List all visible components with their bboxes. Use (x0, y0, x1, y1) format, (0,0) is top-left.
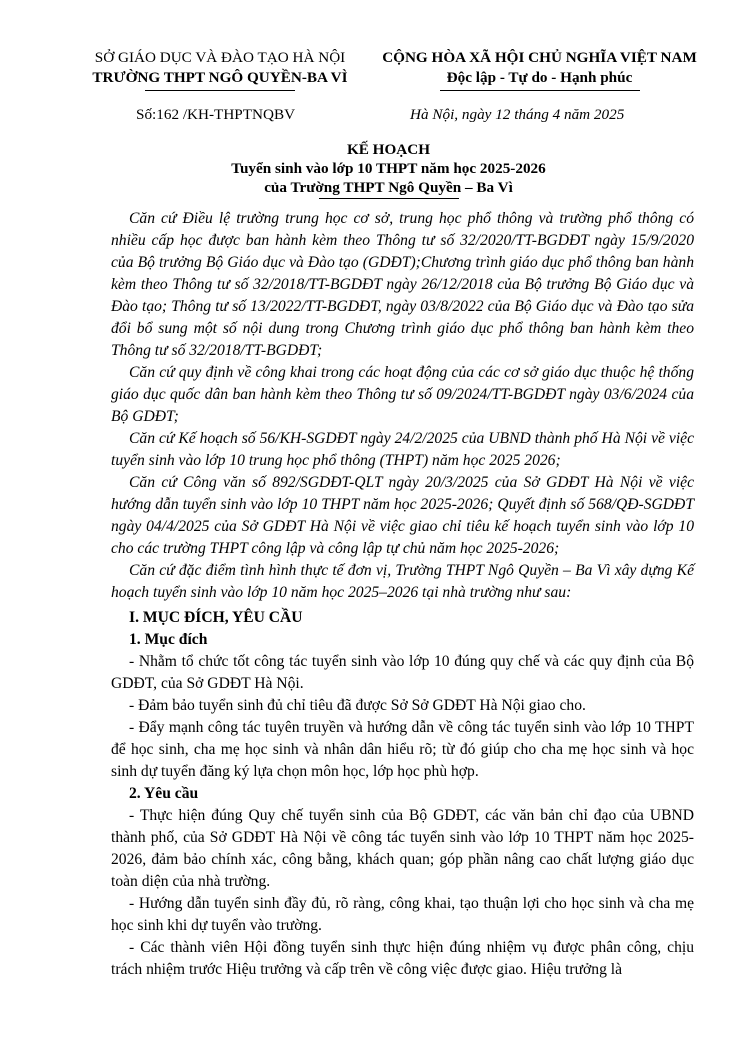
issuer-header (70, 48, 370, 91)
list-item: - Thực hiện đúng Quy chế tuyển sinh của Bộ GDĐT, các văn bản chỉ đạo của UBND thành phố, của Sở GDĐT Hà Nội về công tác tuyển sinh vào lớp 10 THPT năm học 2025-2026, đảm bảo chính xác, công bằng, khách quan; góp phần nâng cao chất lượng giáo dục toàn diện của nhà trường. (111, 807, 694, 890)
national-header (372, 48, 707, 91)
subsection-heading: 2. Yêu cầu (129, 785, 199, 802)
list-item: - Nhằm tổ chức tốt công tác tuyển sinh vào lớp 10 đúng quy chế và các quy định của Bộ GDĐT, của Sở GDĐT Hà Nội. (111, 653, 694, 692)
document-title (70, 140, 707, 199)
title-subject: Tuyển sinh vào lớp 10 THPT năm học 2025-2026 (231, 160, 546, 177)
subsection-heading: 1. Mục đích (129, 631, 208, 648)
preamble-paragraph: Căn cứ quy định về công khai trong các hoạt động của các cơ sở giáo dục thuộc hệ thống giáo dục quốc dân ban hành kèm theo Thông tư số 09/2024/TT-BGDĐT ngày 03/6/2024 của Bộ GDĐT; (111, 364, 694, 425)
title-school: của Trường THPT Ngô Quyền – Ba Vì (264, 179, 513, 196)
title-type: KẾ HOẠCH (346, 141, 431, 158)
list-item: - Hướng dẫn tuyển sinh đầy đủ, rõ ràng, công khai, tạo thuận lợi cho học sinh và cha mẹ học sinh khi dự tuyển vào trường. (111, 895, 694, 934)
place-date: Hà Nội, ngày 12 tháng 4 năm 2025 (410, 106, 625, 123)
motto-underline (440, 90, 640, 91)
title-underline (319, 198, 459, 199)
list-item: - Các thành viên Hội đồng tuyển sinh thực hiện đúng nhiệm vụ được phân công, chịu trách nhiệm trước Hiệu trưởng và cấp trên về công việc được giao. Hiệu trưởng là (111, 939, 694, 978)
national-title: CỘNG HÒA XÃ HỘI CHỦ NGHĨA VIỆT NAM (382, 49, 697, 66)
preamble-paragraph: Căn cứ Kế hoạch số 56/KH-SGDĐT ngày 24/2/2025 của UBND thành phố Hà Nội về việc tuyển sinh vào lớp 10 trung học phổ thông (THPT) năm học 2025 2026; (111, 430, 694, 469)
list-item: - Đảm bảo tuyển sinh đủ chỉ tiêu đã được Sở Sở GDĐT Hà Nội giao cho. (129, 697, 586, 714)
preamble-paragraph: Căn cứ Công văn số 892/SGDĐT-QLT ngày 20/3/2025 của Sở GDĐT Hà Nội về việc hướng dẫn tuyển sinh vào lớp 10 THPT năm học 2025-2026; Quyết định số 568/QĐ-SGDĐT ngày 04/4/2025 của Sở GDĐT Hà Nội về việc giao chỉ tiêu kế hoạch tuyển sinh vào lớp 10 cho các trường THPT công lập và công lập tự chủ năm học 2025-2026; (111, 474, 694, 557)
list-item: - Đẩy mạnh công tác tuyên truyền và hướng dẫn về công tác tuyển sinh vào lớp 10 THPT để học sinh, cha mẹ học sinh và nhân dân hiểu rõ; từ đó giúp cho cha mẹ học sinh và học sinh dự tuyển đăng ký lựa chọn môn học, lớp học phù hợp. (111, 719, 694, 780)
national-motto: Độc lập - Tự do - Hạnh phúc (446, 69, 633, 86)
section-heading: I. MỤC ĐÍCH, YÊU CẦU (129, 609, 303, 626)
issuer-underline (145, 90, 295, 91)
issuer-department: SỞ GIÁO DỤC VÀ ĐÀO TẠO HÀ NỘI (94, 49, 346, 66)
document-body (111, 208, 694, 981)
preamble-paragraph: Căn cứ Điều lệ trường trung học cơ sở, trung học phổ thông và trường phổ thông có nhiều cấp học được ban hành kèm theo Thông tư số 32/2020/TT-BGDĐT ngày 15/9/2020 của Bộ trưởng Bộ Giáo dục và Đào tạo (GDĐT);Chương trình giáo dục phổ thông ban hành kèm theo Thông tư số 32/2018/TT-BGDĐT ngày 26/12/2018 của Bộ trưởng Bộ Giáo dục và Đào tạo; Thông tư số 13/2022/TT-BGDĐT, ngày 03/8/2022 của Bộ Giáo dục và Đào tạo sửa đổi bổ sung một số nội dung trong Chương trình giáo dục phổ thông ban hành kèm theo Thông tư số 32/2018/TT-BGDĐT; (111, 210, 694, 359)
issuer-school: TRƯỜNG THPT NGÔ QUYỀN-BA VÌ (92, 69, 348, 86)
preamble-paragraph: Căn cứ đặc điểm tình hình thực tế đơn vị, Trường THPT Ngô Quyền – Ba Vì xây dựng Kế hoạch tuyển sinh vào lớp 10 năm học 2025–2026 tại nhà trường như sau: (111, 562, 694, 601)
document-number: Số:162 /KH-THPTNQBV (136, 106, 296, 123)
